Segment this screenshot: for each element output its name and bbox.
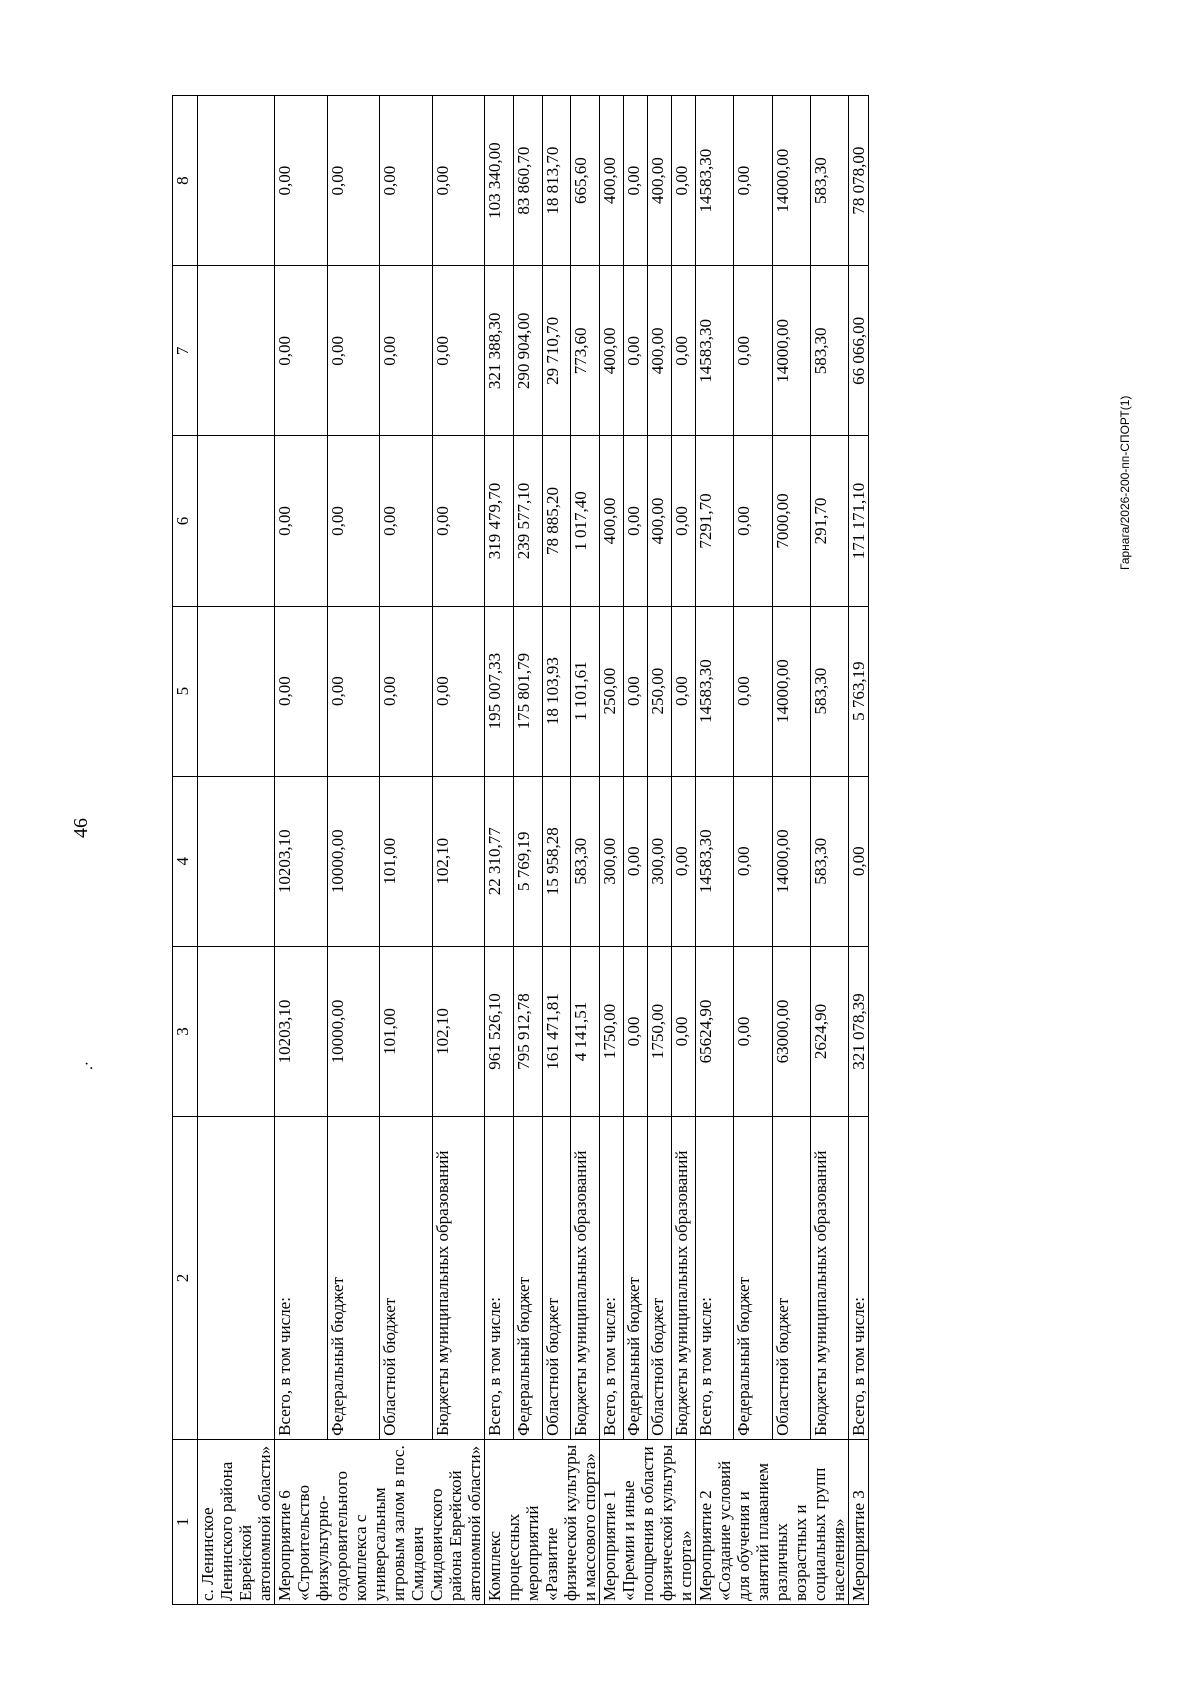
table-row	[327, 96, 380, 1605]
amount-cell: 0,00	[734, 266, 772, 436]
budget-source-cell: Федеральный бюджет	[624, 1117, 648, 1440]
amount-cell: 0,00	[672, 606, 696, 776]
budget-source-cell: Всего, в том числе:	[849, 1117, 869, 1440]
table-row	[734, 96, 772, 1605]
table-row	[275, 96, 328, 1605]
amount-cell: 102,10	[432, 946, 485, 1116]
table-row	[772, 96, 810, 1605]
amount-cell	[198, 946, 275, 1116]
amount-cell: 0,00	[734, 96, 772, 266]
amount-cell: 0,00	[624, 266, 648, 436]
amount-cell: 0,00	[672, 776, 696, 946]
header-cell: 5	[173, 606, 198, 776]
budget-source-cell: Бюджеты муниципальных образований	[672, 1117, 696, 1440]
amount-cell: 583,30	[810, 96, 848, 266]
amount-cell: 400,00	[600, 266, 624, 436]
amount-cell: 0,00	[275, 436, 328, 606]
amount-cell: 0,00	[327, 436, 380, 606]
amount-cell: 29 710,70	[542, 266, 571, 436]
budget-source-cell: Бюджеты муниципальных образований	[810, 1117, 848, 1440]
amount-cell: 14583,30	[696, 96, 734, 266]
amount-cell: 665,60	[571, 96, 600, 266]
header-cell: 1	[173, 1439, 198, 1604]
amount-cell: 22 310,77	[485, 776, 514, 946]
amount-cell: 0,00	[734, 606, 772, 776]
table-row	[198, 96, 275, 1605]
table-row	[600, 96, 624, 1605]
amount-cell: 300,00	[600, 776, 624, 946]
budget-source-cell: Областной бюджет	[648, 1117, 672, 1440]
header-cell: 6	[173, 436, 198, 606]
budget-source-cell	[198, 1117, 275, 1440]
budget-source-cell: Всего, в том числе:	[696, 1117, 734, 1440]
header-cell: 4	[173, 776, 198, 946]
amount-cell: 5 769,19	[513, 776, 542, 946]
amount-cell: 0,00	[849, 776, 869, 946]
event-name-cell: Мероприятие 2 «Создание условий для обучения и занятий плаванием различных возрастных и социальных групп населения»	[696, 1439, 849, 1604]
amount-cell: 0,00	[734, 436, 772, 606]
table-row	[648, 96, 672, 1605]
amount-cell: 7000,00	[772, 436, 810, 606]
header-row	[173, 96, 198, 1605]
amount-cell: 175 801,79	[513, 606, 542, 776]
amount-cell: 400,00	[600, 436, 624, 606]
scan-mark: ·.	[84, 1056, 94, 1073]
amount-cell: 0,00	[624, 436, 648, 606]
amount-cell: 0,00	[380, 266, 433, 436]
amount-cell	[198, 266, 275, 436]
amount-cell: 583,30	[571, 776, 600, 946]
amount-cell: 0,00	[275, 606, 328, 776]
table-row	[696, 96, 734, 1605]
amount-cell: 250,00	[648, 606, 672, 776]
amount-cell: 0,00	[380, 436, 433, 606]
amount-cell: 0,00	[432, 606, 485, 776]
amount-cell: 15 958,28	[542, 776, 571, 946]
amount-cell: 65624,90	[696, 946, 734, 1116]
amount-cell: 10000,00	[327, 776, 380, 946]
amount-cell: 961 526,10	[485, 946, 514, 1116]
table-row	[380, 96, 433, 1605]
amount-cell: 321 388,30	[485, 266, 514, 436]
table-row	[849, 96, 869, 1605]
table-row	[672, 96, 696, 1605]
amount-cell: 250,00	[600, 606, 624, 776]
amount-cell: 321 078,39	[849, 946, 869, 1116]
amount-cell: 18 813,70	[542, 96, 571, 266]
amount-cell: 14000,00	[772, 606, 810, 776]
amount-cell: 7291,70	[696, 436, 734, 606]
amount-cell: 0,00	[432, 96, 485, 266]
amount-cell: 0,00	[734, 776, 772, 946]
amount-cell: 0,00	[624, 606, 648, 776]
amount-cell	[198, 436, 275, 606]
amount-cell: 0,00	[327, 266, 380, 436]
amount-cell: 0,00	[672, 946, 696, 1116]
amount-cell: 400,00	[648, 436, 672, 606]
amount-cell: 18 103,93	[542, 606, 571, 776]
amount-cell: 0,00	[327, 96, 380, 266]
amount-cell: 0,00	[275, 266, 328, 436]
amount-cell: 291,70	[810, 436, 848, 606]
header-cell: 8	[173, 96, 198, 266]
amount-cell: 14000,00	[772, 776, 810, 946]
budget-source-cell: Областной бюджет	[772, 1117, 810, 1440]
table-row	[571, 96, 600, 1605]
amount-cell: 0,00	[624, 946, 648, 1116]
amount-cell: 78 885,20	[542, 436, 571, 606]
amount-cell: 14583,30	[696, 266, 734, 436]
amount-cell: 583,30	[810, 606, 848, 776]
amount-cell: 102,10	[432, 776, 485, 946]
amount-cell	[198, 96, 275, 266]
amount-cell: 1 101,61	[571, 606, 600, 776]
amount-cell: 0,00	[275, 96, 328, 266]
table-row	[542, 96, 571, 1605]
amount-cell: 0,00	[624, 776, 648, 946]
amount-cell: 239 577,10	[513, 436, 542, 606]
budget-source-cell: Областной бюджет	[380, 1117, 433, 1440]
amount-cell: 0,00	[380, 96, 433, 266]
amount-cell	[198, 776, 275, 946]
table-row	[513, 96, 542, 1605]
budget-source-cell: Федеральный бюджет	[734, 1117, 772, 1440]
amount-cell: 0,00	[432, 436, 485, 606]
budget-source-cell: Федеральный бюджет	[513, 1117, 542, 1440]
amount-cell: 1750,00	[648, 946, 672, 1116]
amount-cell: 83 860,70	[513, 96, 542, 266]
event-name-cell: Мероприятие 6 «Строительство физкультурно-оздоровительного комплекса с универсальным игровым залом в пос. Смидович Смидовичского района Еврейской автономной области»	[275, 1439, 485, 1604]
amount-cell: 319 479,70	[485, 436, 514, 606]
amount-cell: 0,00	[672, 96, 696, 266]
budget-source-cell: Всего, в том числе:	[485, 1117, 514, 1440]
budget-source-cell: Бюджеты муниципальных образований	[432, 1117, 485, 1440]
amount-cell: 400,00	[648, 96, 672, 266]
budget-source-cell: Всего, в том числе:	[600, 1117, 624, 1440]
amount-cell: 4 141,51	[571, 946, 600, 1116]
amount-cell: 0,00	[672, 436, 696, 606]
amount-cell: 14583,30	[696, 606, 734, 776]
amount-cell: 1 017,40	[571, 436, 600, 606]
amount-cell: 300,00	[648, 776, 672, 946]
amount-cell: 78 078,00	[849, 96, 869, 266]
amount-cell: 103 340,00	[485, 96, 514, 266]
event-name-cell: Комплекс процессных мероприятий «Развитие физической культуры и массового спорта»	[485, 1439, 600, 1604]
amount-cell: 195 007,33	[485, 606, 514, 776]
amount-cell: 5 763,19	[849, 606, 869, 776]
event-name-cell: Мероприятие 1 «Премии и иные поощрения в области физической культуры и спорта»	[600, 1439, 696, 1604]
amount-cell: 400,00	[600, 96, 624, 266]
amount-cell: 0,00	[624, 96, 648, 266]
table-body	[173, 96, 869, 1605]
table-row	[485, 96, 514, 1605]
amount-cell: 795 912,78	[513, 946, 542, 1116]
table-row	[624, 96, 648, 1605]
amount-cell: 0,00	[672, 266, 696, 436]
budget-source-cell: Федеральный бюджет	[327, 1117, 380, 1440]
document-code: Гарнага/2026-200-пп-СПОРТ(1)	[1118, 395, 1132, 570]
amount-cell: 0,00	[432, 266, 485, 436]
amount-cell: 101,00	[380, 946, 433, 1116]
amount-cell: 14583,30	[696, 776, 734, 946]
amount-cell: 10203,10	[275, 946, 328, 1116]
budget-table	[172, 95, 869, 1605]
header-cell: 7	[173, 266, 198, 436]
amount-cell: 10000,00	[327, 946, 380, 1116]
amount-cell: 0,00	[327, 606, 380, 776]
table-row	[432, 96, 485, 1605]
amount-cell: 400,00	[648, 266, 672, 436]
header-cell: 2	[173, 1117, 198, 1440]
event-name-cell: Мероприятие 3	[849, 1439, 869, 1604]
amount-cell: 2624,90	[810, 946, 848, 1116]
amount-cell: 10203,10	[275, 776, 328, 946]
amount-cell: 1750,00	[600, 946, 624, 1116]
header-cell: 3	[173, 946, 198, 1116]
amount-cell: 583,30	[810, 776, 848, 946]
page-number: 46	[70, 818, 92, 838]
amount-cell	[198, 606, 275, 776]
amount-cell: 171 171,10	[849, 436, 869, 606]
amount-cell: 14000,00	[772, 96, 810, 266]
amount-cell: 14000,00	[772, 266, 810, 436]
amount-cell: 0,00	[380, 606, 433, 776]
amount-cell: 583,30	[810, 266, 848, 436]
event-name-cell: с. Ленинское Ленинского района Еврейской автономной области»	[198, 1439, 275, 1604]
budget-source-cell: Областной бюджет	[542, 1117, 571, 1440]
table-row	[810, 96, 848, 1605]
amount-cell: 161 471,81	[542, 946, 571, 1116]
amount-cell: 773,60	[571, 266, 600, 436]
amount-cell: 0,00	[734, 946, 772, 1116]
amount-cell: 101,00	[380, 776, 433, 946]
amount-cell: 66 066,00	[849, 266, 869, 436]
amount-cell: 290 904,00	[513, 266, 542, 436]
budget-source-cell: Бюджеты муниципальных образований	[571, 1117, 600, 1440]
budget-source-cell: Всего, в том числе:	[275, 1117, 328, 1440]
budget-table-rotated	[172, 95, 1072, 1605]
amount-cell: 63000,00	[772, 946, 810, 1116]
